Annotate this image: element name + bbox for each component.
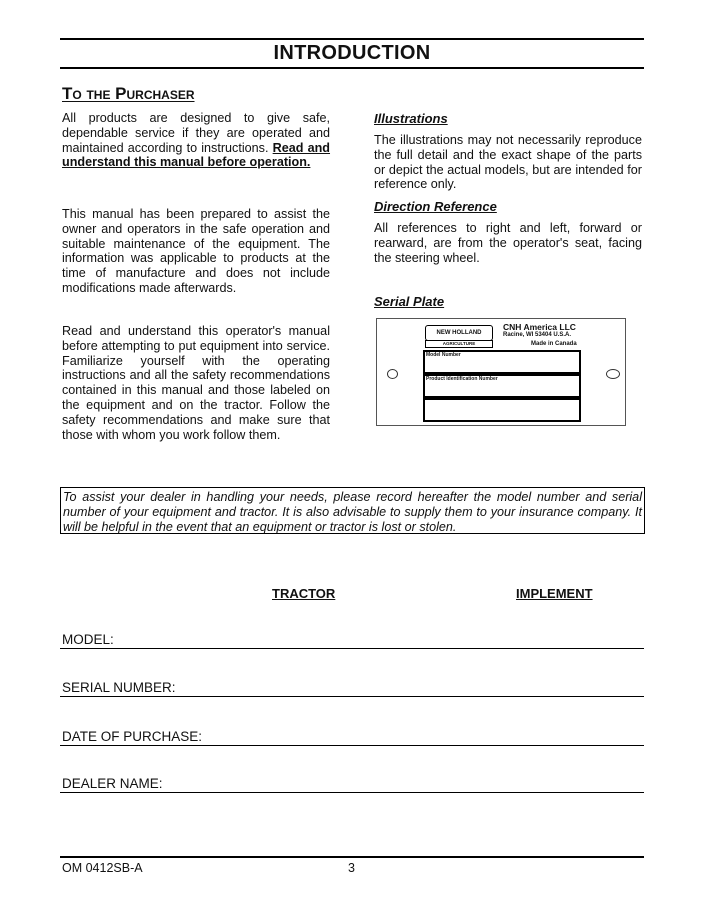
read-manual-emphasis: Read and understand this manual before operation. [62,140,331,170]
serial-number-entry-line[interactable] [60,696,644,697]
paragraph-manual-purpose: This manual has been prepared to assist the owner and operators in the safe operation and suitable maintenance of the equipment. The information was applicable to products at the time of manufacture and does not include modifications made afterwards. [62,207,330,295]
plate-pin-field: Product Identification Number [423,374,581,398]
record-notice: To assist your dealer in handling your needs, please record hereafter the model number and serial number of your equipment and tractor. It is also advisable to supply them to your insurance company. It will be helpful in the event that an equipment or tractor is lost or stolen. [60,487,645,534]
title-rule [60,67,644,69]
model-entry-line[interactable] [60,648,644,649]
date-of-purchase-label: DATE OF PURCHASE: [62,729,203,744]
plate-right-hole-icon [606,369,620,379]
direction-heading: Direction Reference [374,199,497,214]
paragraph-safe-service [62,111,330,170]
new-holland-logo [425,325,493,341]
dealer-name-label: DEALER NAME: [62,776,163,791]
new-holland-logo-text: NEW HOLLAND [436,330,482,336]
plate-company: CNH America LLC [503,322,576,332]
page-number: 3 [348,861,355,875]
section-heading: To the Purchaser [62,84,195,103]
direction-text: All references to right and left, forward or rearward, are from the operator's seat, facing the steering wheel. [374,221,642,265]
model-label: MODEL: [62,632,114,647]
serial-plate [376,318,626,426]
date-of-purchase-entry-line[interactable] [60,745,644,746]
top-rule [60,38,644,40]
plate-address: Racine, WI 53404 U.S.A. [503,332,572,338]
plate-blank-field [423,398,581,422]
illustrations-text: The illustrations may not necessarily reproduce the full detail and the exact shape of the parts or depict the actual models, but are intended for reference only. [374,133,642,192]
illustrations-heading: Illustrations [374,111,448,126]
plate-left-hole-icon [387,369,398,379]
agriculture-label: AGRICULTURE [425,340,493,348]
plate-model-number-field: Model Number [423,350,581,374]
document-code: OM 0412SB-A [62,861,143,875]
paragraph-read-and-understand: Read and understand this operator's manual before attempting to put equipment into service. Familiarize yourself with the operating instructions and all the safety recommendations contained in this manual and those labeled on the equipment and on the tractor. Follow the safety recommendations and make sure that those with whom you work follow them. [62,324,330,442]
serial-number-label: SERIAL NUMBER: [62,680,176,695]
column-implement: IMPLEMENT [516,586,593,601]
page-title: INTRODUCTION [273,42,431,64]
column-tractor: TRACTOR [272,586,336,601]
dealer-name-entry-line[interactable] [60,792,644,793]
footer-rule [60,856,644,858]
plate-made-in: Made in Canada [531,341,577,347]
paragraph-safe-service-text: All products are designed to give safe, dependable service if they are operated and maintained according to instructions. [62,111,330,155]
serial-plate-heading: Serial Plate [374,294,445,309]
